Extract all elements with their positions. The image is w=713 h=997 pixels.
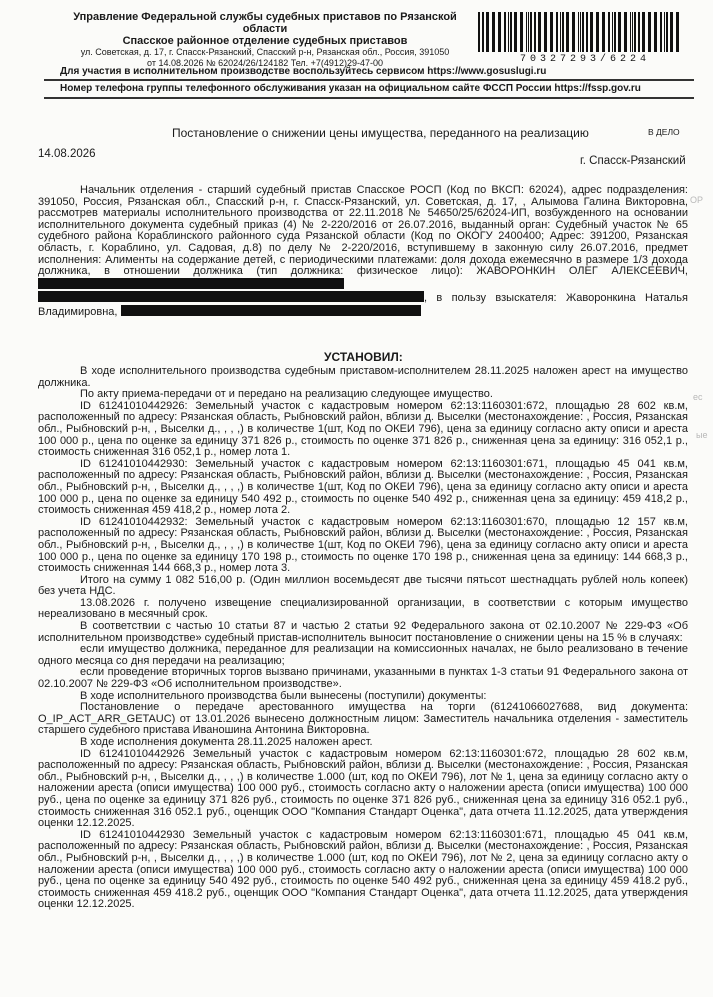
barcode [478,12,688,52]
barcode-bar [528,12,529,52]
v-delo-stamp: В ДЕЛО [648,127,680,137]
barcode-bar [504,12,506,52]
barcode-bar [582,12,584,52]
barcode-bar [602,12,605,52]
barcode-bar [632,12,633,52]
barcode-bar [654,12,657,52]
paragraph: В ходе исполнительного производства судебным приставом-исполнителем 28.11.2025 наложен арест на имущество должника. [38,365,688,389]
barcode-bar [544,12,547,52]
barcode-bar [514,12,517,52]
barcode-bar [526,12,527,52]
paragraph: По акту приема-передачи от и передано на реализацию следующее имущество. [80,388,493,401]
barcode-bar [614,12,616,52]
barcode-bar [648,12,651,52]
scan-bleed-mark: ые [696,430,708,440]
barcode-bar [608,12,610,52]
barcode-bar [638,12,640,52]
barcode-bar [482,12,484,52]
service-note: Для участия в исполнительном производстве воспользуйтесь сервисом https://www.gosuslugi.ru [60,66,547,77]
barcode-bar [478,12,480,52]
barcode-bar [624,12,627,52]
intro-paragraph [38,185,688,319]
barcode-bar [566,12,569,52]
barcode-bar [538,12,541,52]
paragraph: если проведение вторичных торгов вызвано причинами, указанными в пунктах 1-3 статьи 91 Федерального закона от 02.10.2007 № 229-ФЗ «Об исполнительном производстве». [38,666,688,691]
paragraph: В ходе исполнения документа 28.11.2025 наложен арест. [80,736,373,748]
header-divider-2 [44,97,694,99]
intro-text-3: Владимировна, [38,305,118,318]
barcode-bar [508,12,509,52]
paragraph: В соответствии с частью 10 статьи 87 и частью 2 статьи 92 Федерального закона от 02.10.2007 № 229-ФЗ «Об исполнительном производстве» судебный пристав-исполнитель выносит постановление о снижении цены на 15 % в случаях: [38,620,688,644]
barcode-bar [556,12,558,52]
scan-bleed-mark: ОР [690,195,704,205]
doc-reference: от 14.08.2026 № 62024/26/124182 Тел. +7(4912)29-47-00 [147,58,383,68]
barcode-bar [530,12,532,52]
paragraph: ID 61241010442930: Земельный участок с кадастровым номером 62:13:1160301:671, площадью 45 041 кв.м, расположенный по адресу: Рязанская область, Рыбновский район, вблизи д. Выселки (местонахождение: , Россия, Рязанская обл., Рыбновский р-н, , Выселки д., , , ,) в количестве 1(шт, Код по ОКЕИ 796), цена за единицу согласно акту описи и ареста 100 000 р., цена по оценке за единицу 540 492 р., стоимость по оценке 540 492 р., сниженная цена за единицу: 459 418,2 р., стоимость сниженная 459 418,2 р., номер лота 2. [38,457,688,517]
barcode-bar [520,12,523,52]
paragraph: ID 61241010442926 Земельный участок с кадастровым номером 62:13:1160301:672, площадью 28 602 кв.м, расположенный по адресу: Рязанская область, Рыбновский район, вблизи д. Выселки (местонахождение: , Россия, Рязанская обл., Рыбновский р-н, , Выселки д., , , ,) в количестве 1.000 (шт, код по ОКЕИ 796), лот № 1, цена за единицу согласно акту о наложении ареста (описи имущества) 100 000 руб., стоимость согласно акту о наложении ареста (описи имущества) 100 000 руб., цена по оценке за единицу 371 826 руб., стоимость по оценке 371 826 руб., сниженная цена за единицу 316 052.1 руб., стоимость сниженная 316 052.1 руб., оценщик ООО "Компания Стандарт Оценка", дата отчета 11.12.2025, дата утверждения оценки 12.12.2025. [38,747,688,830]
redaction-bar [38,291,424,302]
intro-text: Начальник отделения - старший судебный пристав Спасское РОСП (Код по ВКСП: 62024), адрес подразделения: 391050, Россия, Рязанская обл., Спасский р-н, г. Спасск-Рязанский, ул. Советская, д. 17, , Алымова Галина Викторовна, рассмотрев материалы исполнительного производства от 22.11.2018 № 54650/25/62024-ИП, возбужденного на основании исполнительного документа судебный приказ (4) № 2-220/2016 от 26.07.2016, выданный орган: Судебный участок № 65 судебного района Кораблинского районного суда Рязанской области (Код по ОКОГУ 2400400; Адрес: 391200, Рязанская область, г. Кораблино, ул. Садовая, д.8) по делу № 2-220/2016, вступившему в законную силу 26.07.2016, предмет исполнения: Алименты на содержание детей, с периодическими платежами: доля дохода ежемесячно в размере 1/3 дохода должника, в отношении должника (тип должника: физическое лицо): ЖАВОРОНКИН ОЛЕГ АЛЕКСЕЕВИЧ, [38,184,688,278]
barcode-bar [670,12,673,52]
barcode-bar [676,12,679,52]
barcode-bar [562,12,564,52]
paragraph: 13.08.2026 г. получено извещение специализированной организации, в соответствии с которым имущество нереализовано в месячный срок. [38,596,688,621]
barcode-bar [596,12,599,52]
org-department: Спасское районное отделение судебных приставов [122,35,408,47]
barcode-bar [534,12,536,52]
barcode-bar [572,12,575,52]
barcode-bar [580,12,581,52]
barcode-bar [590,12,593,52]
barcode-bar [618,12,621,52]
barcode-bar [630,12,631,52]
barcode-bar [510,12,512,52]
paragraph: ID 61241010442926: Земельный участок с кадастровым номером 62:13:1160301:672, площадью 28 602 кв.м, расположенный по адресу: Рязанская область, Рыбновский район, вблизи д. Выселки (местонахождение: , Россия, Рязанская обл., Рыбновский р-н, , Выселки д., , , ,) в количестве 1(шт, Код по ОКЕИ 796), цена за единицу согласно акту описи и ареста 100 000 р., цена по оценке за единицу 371 826 р., стоимость по оценке 371 826 р., сниженная цена за единицу: 316 052,1 р., стоимость сниженная 316 052,1 р., номер лота 1. [38,399,688,459]
barcode-bar [612,12,613,52]
paragraph: В ходе исполнительного производства были вынесены (поступили) документы: [80,689,487,702]
org-address: ул. Советская, д. 17, г. Спасск-Рязанский, Спасский р-н, Рязанская обл., Россия, 391050 [80,47,450,57]
document-date: 14.08.2026 [38,148,96,160]
header-divider [44,79,694,81]
paragraph: если имущество должника, переданное для реализации на комиссионных началах, не было реализовано в течение одного месяца со дня передачи на реализацию; [38,643,688,667]
barcode-bar [664,12,665,52]
document-city: г. Спасск-Рязанский [580,155,686,167]
barcode-bar [586,12,588,52]
scan-bleed-mark: ес [693,392,703,402]
body-text [38,366,688,911]
barcode-bar [486,12,489,52]
barcode-bar [560,12,561,52]
paragraph: ID 61241010442930 Земельный участок с кадастровым номером 62:13:1160301:671, площадью 45 041 кв.м, расположенный по адресу: Рязанская область, Рыбновский район, вблизи д. Выселки (местонахождение: , Россия, Рязанская обл., Рыбновский р-н, , Выселки д., , , ,) в количестве 1.000 (шт, код по ОКЕИ 796), лот № 2, цена за единицу согласно акту о наложении ареста (описи имущества) 100 000 руб., стоимость согласно акту о наложении ареста (описи имущества) 100 000 руб., цена по оценке за единицу 540 492 руб., стоимость по оценке 540 492 руб., сниженная цена за единицу 459 418.2 руб., стоимость сниженная 459 418.2 руб., оценщик ООО "Компания Стандарт Оценка", дата отчета 11.12.2025, дата утверждения оценки 12.12.2025. [38,828,688,911]
document-title: Постановление о снижении цены имущества, переданного на реализацию [172,126,589,140]
redaction-bar [121,305,421,316]
barcode-bar [634,12,636,52]
barcode-bar [550,12,553,52]
intro-text-2: , в пользу взыскателя: Жаворонкина Наталья [424,292,688,305]
paragraph: ID 61241010442932: Земельный участок с кадастровым номером 62:13:1160301:670, площадью 12 157 кв.м, расположенный по адресу: Рязанская область, Рыбновский район, вблизи д. Выселки (местонахождение: , Россия, Рязанская обл., Рыбновский р-н, , Выселки д., , , ,) в количестве 1(шт, Код по ОКЕИ 796), цена за единицу согласно акту описи и ареста 100 000 р., цена по оценке за единицу 170 198 р., стоимость по оценке 170 198 р., сниженная цена за единицу: 144 668,3 р., стоимость сниженная 144 668,3 р., номер лота 3. [38,515,688,575]
barcode-bar [660,12,662,52]
phone-note: Номер телефона группы телефонного обслуживания указан на официальном сайте ФССП России https://fssp.gov.ru [60,83,641,94]
barcode-bar [642,12,645,52]
letterhead [60,11,470,69]
barcode-bar [666,12,668,52]
barcode-bar [492,12,495,52]
redaction-bar [38,278,344,289]
barcode-bar [498,12,501,52]
barcode-bar [578,12,579,52]
section-heading: УСТАНОВИЛ: [324,350,403,364]
paragraph: Постановление о передаче арестованного имущества на торги (61241066027688, вид документа: O_IP_ACT_ARR_GETAUC) от 13.01.2026 вынесено должностным лицом: Заместитель начальника отделения - заместитель старшего судебного пристава Иваношина Антонина Викторовна. [38,701,688,737]
paragraph: Итого на сумму 1 082 516,00 р. (Один миллион восемьдесят две тысячи пятьсот шестнадцать рублей ноль копеек) без учета НДС. [38,573,688,598]
barcode-number: 70327293/6224 [519,54,650,65]
org-name: Управление Федеральной службы судебных приставов по Рязанской области [73,11,457,35]
